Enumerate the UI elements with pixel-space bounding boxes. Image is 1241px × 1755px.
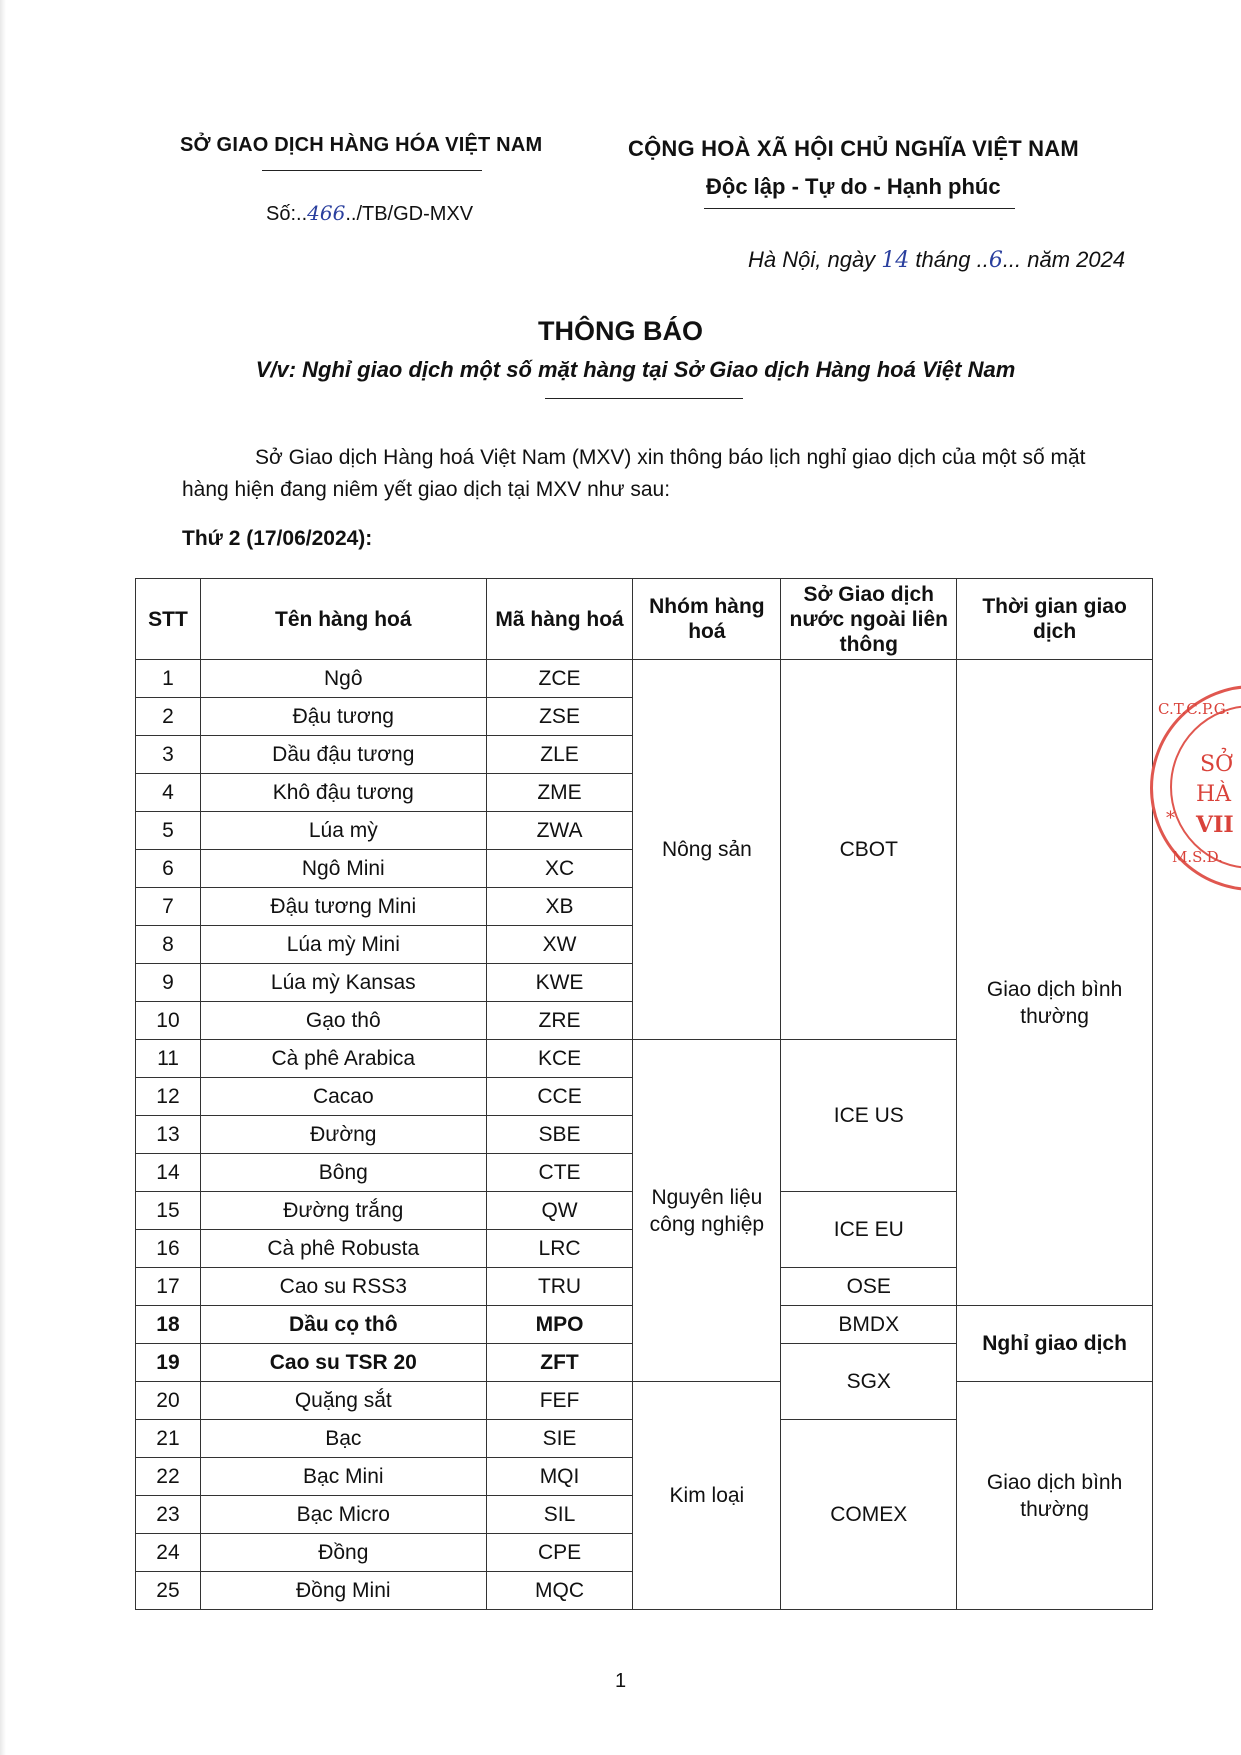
cell-name: Gạo thô (200, 1002, 486, 1040)
doc-no-prefix: Số:.. (266, 203, 308, 225)
cell-name: Bạc Micro (200, 1496, 486, 1534)
stamp-text-top: C.T.C.P.G. (1158, 700, 1231, 718)
cell-name: Đậu tương (200, 698, 486, 736)
cell-code: XB (486, 888, 633, 926)
table-row (136, 1382, 1153, 1420)
cell-stt: 7 (136, 888, 201, 926)
cell-stt: 1 (136, 660, 201, 698)
national-motto: Độc lập - Tự do - Hạnh phúc (706, 174, 1001, 199)
cell-stt: 15 (136, 1192, 201, 1230)
table-row (136, 660, 1153, 698)
exchange-cell: ICE EU (781, 1192, 957, 1268)
cell-stt: 21 (136, 1420, 201, 1458)
cell-stt: 25 (136, 1572, 201, 1610)
cell-code: ZCE (486, 660, 633, 698)
exchange-cell: ICE US (781, 1040, 957, 1192)
cell-name: Ngô Mini (200, 850, 486, 888)
exchange-cell: CBOT (781, 660, 957, 1040)
cell-stt: 23 (136, 1496, 201, 1534)
scan-edge (0, 0, 6, 1755)
cell-code: QW (486, 1192, 633, 1230)
cell-name: Dầu cọ thô (200, 1306, 486, 1344)
cell-code: ZLE (486, 736, 633, 774)
cell-stt: 22 (136, 1458, 201, 1496)
cell-code: KCE (486, 1040, 633, 1078)
stamp-text-2: HÀ (1196, 782, 1232, 807)
cell-name: Cao su RSS3 (200, 1268, 486, 1306)
cell-name: Lúa mỳ (200, 812, 486, 850)
exchange-cell: SGX (781, 1344, 957, 1420)
cell-code: ZWA (486, 812, 633, 850)
header-trading-time: Thời gian giao dịch (957, 579, 1153, 660)
cell-code: MQC (486, 1572, 633, 1610)
document-title: THÔNG BÁO (538, 316, 703, 346)
cell-name: Cà phê Robusta (200, 1230, 486, 1268)
cell-name: Ngô (200, 660, 486, 698)
cell-name: Đường (200, 1116, 486, 1154)
cell-name: Đường trắng (200, 1192, 486, 1230)
stamp-star: * (1166, 808, 1175, 829)
stamp-text-bottom: M.S.D. (1172, 848, 1223, 866)
stamp-text-1: SỞ (1200, 752, 1234, 777)
cell-code: CTE (486, 1154, 633, 1192)
cell-stt: 16 (136, 1230, 201, 1268)
cell-stt: 13 (136, 1116, 201, 1154)
group-cell: Kim loại (633, 1382, 781, 1610)
cell-name: Cacao (200, 1078, 486, 1116)
exchange-cell: OSE (781, 1268, 957, 1306)
cell-stt: 18 (136, 1306, 201, 1344)
cell-code: XC (486, 850, 633, 888)
cell-name: Đồng (200, 1534, 486, 1572)
header-name: Tên hàng hoá (200, 579, 486, 660)
cell-code: LRC (486, 1230, 633, 1268)
cell-name: Quặng sắt (200, 1382, 486, 1420)
date-day-handwritten: 14 (881, 248, 910, 273)
cell-stt: 11 (136, 1040, 201, 1078)
header-group: Nhóm hàng hoá (633, 579, 781, 660)
intro-paragraph: Sở Giao dịch Hàng hoá Việt Nam (MXV) xin thông báo lịch nghỉ giao dịch của một số mặt hàng hiện đang niêm yết giao dịch tại MXV như sau: (182, 446, 1086, 501)
stamp-text-3: VII (1196, 812, 1234, 838)
cell-code: MQI (486, 1458, 633, 1496)
cell-name: Cao su TSR 20 (200, 1344, 486, 1382)
table-header-row (136, 579, 1153, 660)
header-stt: STT (136, 579, 201, 660)
cell-code: CCE (486, 1078, 633, 1116)
cell-code: SIE (486, 1420, 633, 1458)
doc-no-handwritten: 466 (307, 201, 346, 225)
cell-code: ZSE (486, 698, 633, 736)
date-mid: tháng .. (909, 247, 989, 272)
cell-stt: 4 (136, 774, 201, 812)
cell-code: KWE (486, 964, 633, 1002)
trading-status-cell: Nghỉ giao dịch (957, 1306, 1153, 1382)
cell-code: SIL (486, 1496, 633, 1534)
motto-underline (704, 208, 1015, 209)
group-cell: Nông sản (633, 660, 781, 1040)
cell-stt: 24 (136, 1534, 201, 1572)
cell-stt: 9 (136, 964, 201, 1002)
page-number: 1 (614, 1670, 627, 1692)
cell-code: ZME (486, 774, 633, 812)
cell-name: Dầu đậu tương (200, 736, 486, 774)
cell-code: ZFT (486, 1344, 633, 1382)
cell-stt: 2 (136, 698, 201, 736)
trading-status-cell: Giao dịch bình thường (957, 1382, 1153, 1610)
organization-name: SỞ GIAO DỊCH HÀNG HÓA VIỆT NAM (180, 134, 543, 156)
cell-code: MPO (486, 1306, 633, 1344)
cell-code: ZRE (486, 1002, 633, 1040)
document-date (748, 247, 1125, 273)
cell-code: FEF (486, 1382, 633, 1420)
cell-stt: 3 (136, 736, 201, 774)
doc-no-suffix: ../TB/GD-MXV (345, 203, 474, 225)
cell-name: Đậu tương Mini (200, 888, 486, 926)
cell-stt: 20 (136, 1382, 201, 1420)
exchange-cell: COMEX (781, 1420, 957, 1610)
header-exchange: Sở Giao dịch nước ngoài liên thông (781, 579, 957, 660)
cell-name: Bông (200, 1154, 486, 1192)
cell-stt: 14 (136, 1154, 201, 1192)
cell-stt: 10 (136, 1002, 201, 1040)
org-underline (262, 170, 482, 171)
date-prefix: Hà Nội, ngày (748, 247, 882, 272)
subject-underline (545, 398, 743, 399)
group-cell: Nguyên liệu công nghiệp (633, 1040, 781, 1382)
cell-stt: 5 (136, 812, 201, 850)
schedule-table (135, 578, 1153, 1610)
cell-code: SBE (486, 1116, 633, 1154)
document-number (266, 201, 473, 226)
cell-name: Cà phê Arabica (200, 1040, 486, 1078)
cell-name: Lúa mỳ Kansas (200, 964, 486, 1002)
cell-name: Khô đậu tương (200, 774, 486, 812)
cell-code: XW (486, 926, 633, 964)
cell-stt: 6 (136, 850, 201, 888)
cell-stt: 17 (136, 1268, 201, 1306)
trading-status-cell: Giao dịch bình thường (957, 660, 1153, 1306)
cell-name: Bạc Mini (200, 1458, 486, 1496)
date-suffix: ... năm 2024 (1002, 247, 1126, 272)
cell-name: Lúa mỳ Mini (200, 926, 486, 964)
date-month-handwritten: 6 (988, 248, 1003, 273)
country-name: CỘNG HOÀ XÃ HỘI CHỦ NGHĨA VIỆT NAM (628, 136, 1079, 161)
cell-stt: 8 (136, 926, 201, 964)
cell-stt: 19 (136, 1344, 201, 1382)
cell-code: CPE (486, 1534, 633, 1572)
cell-stt: 12 (136, 1078, 201, 1116)
header-code: Mã hàng hoá (486, 579, 633, 660)
cell-code: TRU (486, 1268, 633, 1306)
document-subject: V/v: Nghỉ giao dịch một số mặt hàng tại Sở Giao dịch Hàng hoá Việt Nam (255, 357, 1016, 382)
cell-name: Đồng Mini (200, 1572, 486, 1610)
day-heading: Thứ 2 (17/06/2024): (182, 527, 373, 550)
exchange-cell: BMDX (781, 1306, 957, 1344)
cell-name: Bạc (200, 1420, 486, 1458)
